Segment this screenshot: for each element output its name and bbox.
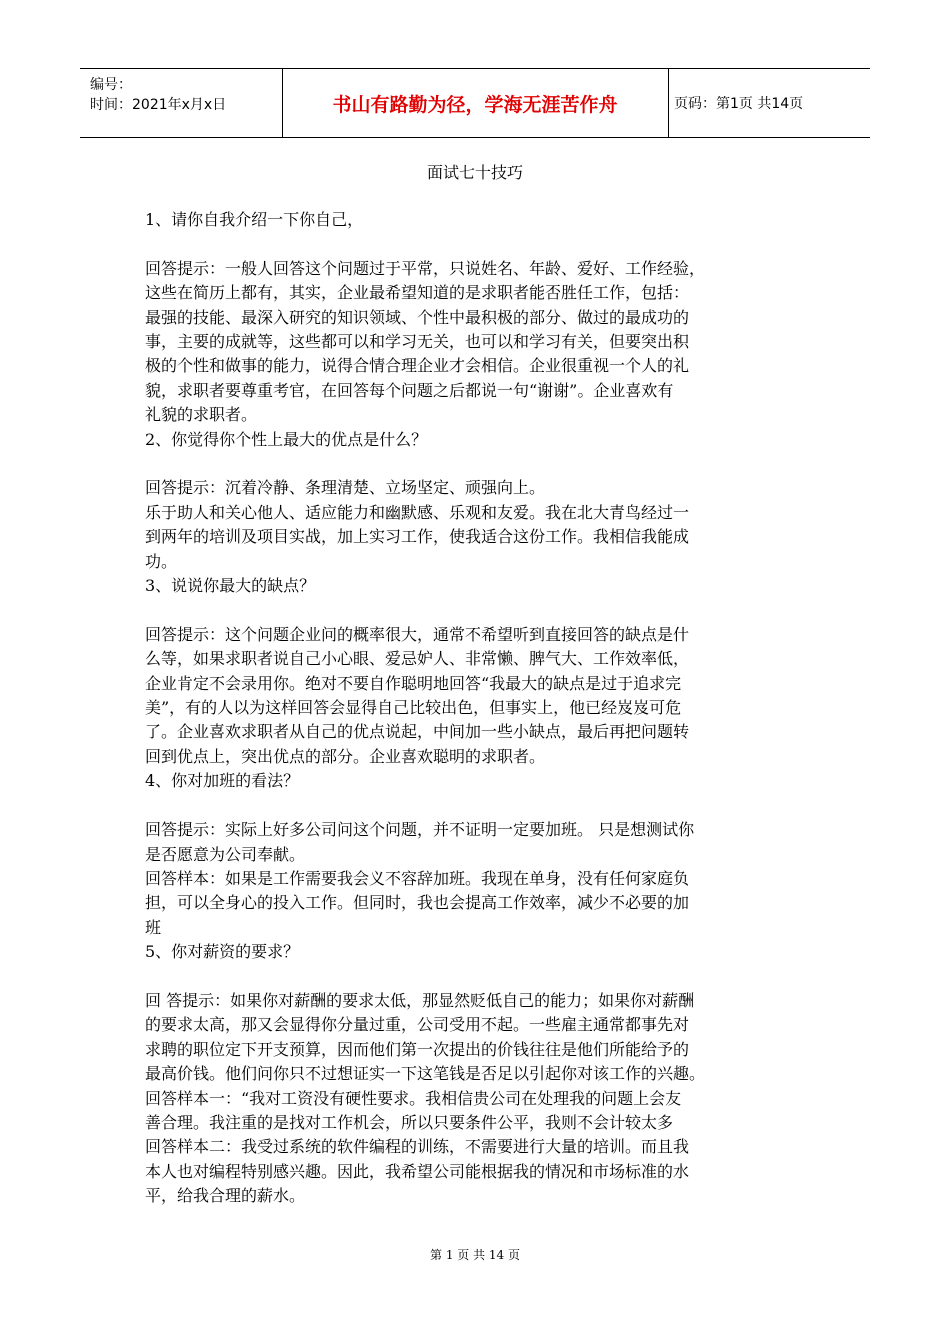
text-line: 回答提示：实际上好多公司问这个问题，并不证明一定要加班。 只是想测试你: [145, 820, 695, 840]
text-line: 事，主要的成就等，这些都可以和学习无关，也可以和学习有关，但要突出积: [145, 332, 690, 352]
text-line: 2、你觉得你个性上最大的优点是什么？: [145, 429, 428, 449]
text-line: 礼貌的求职者。: [145, 405, 258, 425]
page-footer: 第 1 页 共 14 页: [430, 1248, 520, 1262]
text-line: 1、请你自我介绍一下你自己，: [145, 210, 364, 229]
text-line: 貌，求职者要尊重考官，在回答每个问题之后都说一句“谢谢”。企业喜欢有: [145, 380, 674, 400]
text-line: 美”，有的人以为这样回答会显得自己比较出色，但事实上，他已经岌岌可危: [145, 698, 682, 718]
text-line: 了。企业喜欢求职者从自己的优点说起，中间加一些小缺点，最后再把问题转: [145, 722, 690, 742]
page-header: [80, 68, 870, 138]
text-line: 5、你对薪资的要求？: [145, 942, 300, 962]
text-line: 回答样本：如果是工作需要我会义不容辞加班。我现在单身，没有任何家庭负: [145, 868, 690, 888]
text-line: 担，可以全身心的投入工作。但同时，我也会提高工作效率，减少不必要的加: [145, 893, 690, 913]
text-line: 班: [145, 917, 162, 937]
header-page-number: 页码：第1页 共14页: [674, 96, 804, 112]
text-line: 3、说说你最大的缺点？: [145, 576, 316, 596]
document-body: [145, 208, 810, 1209]
text-line: 回到优点上，突出优点的部分。企业喜欢聪明的求职者。: [145, 746, 546, 766]
document-code-label: 编号：: [90, 77, 132, 93]
document-title: 面试七十技巧: [426, 163, 523, 182]
text-line: 乐于助人和关心他人、适应能力和幽默感、乐观和友爱。我在北大青鸟经过一: [145, 502, 690, 522]
text-line: 回答提示：一般人回答这个问题过于平常，只说姓名、年龄、爱好、工作经验，: [145, 258, 706, 278]
header-divider: [668, 69, 669, 137]
blank-line: [145, 598, 810, 622]
text-line: 最高价钱。他们问你只不过想证实一下这笔钱是否足以引起你对该工作的兴趣。: [145, 1064, 706, 1084]
document-time-label: 时间：2021年x月x日: [90, 97, 227, 113]
text-line: 4、你对加班的看法？: [145, 771, 300, 791]
text-line: 回答样本二：我受过系统的软件编程的训练，不需要进行大量的培训。而且我: [145, 1137, 690, 1157]
text-line: 善合理。我注重的是找对工作机会，所以只要条件公平，我则不会计较太多: [145, 1112, 674, 1132]
text-line: 是否愿意为公司奉献。: [145, 844, 306, 864]
text-line: 本人也对编程特别感兴趣。因此，我希望公司能根据我的情况和市场标准的水: [145, 1161, 690, 1181]
text-line: 么等，如果求职者说自己小心眼、爱忌妒人、非常懒、脾气大、工作效率低，: [145, 649, 690, 669]
text-line: 极的个性和做事的能力，说得合情合理企业才会相信。企业很重视一个人的礼: [145, 356, 690, 376]
text-line: 最强的技能、最深入研究的知识领域、个性中最积极的部分、做过的最成功的: [145, 307, 690, 327]
text-line: 到两年的培训及项目实战，加上实习工作，使我适合这份工作。我相信我能成: [145, 527, 690, 547]
text-line: 企业肯定不会录用你。绝对不要自作聪明地回答“我最大的缺点是过于追求完: [145, 673, 682, 693]
text-line: 求聘的职位定下开支预算，因而他们第一次提出的价钱往往是他们所能给予的: [145, 1039, 690, 1059]
blank-line: [145, 794, 810, 818]
text-line: 回答样本一：“我对工资没有硬性要求。我相信贵公司在处理我的问题上会友: [145, 1088, 682, 1108]
blank-line: [145, 452, 810, 476]
text-line: 功。: [145, 551, 178, 571]
blank-line: [145, 232, 810, 256]
text-line: 的要求太高，那又会显得你分量过重，公司受用不起。一些雇主通常都事先对: [145, 1015, 690, 1035]
header-divider: [282, 69, 283, 137]
header-motto: 书山有路勤为径，学海无涯苦作舟: [332, 93, 618, 116]
text-line: 平，给我合理的薪水。: [145, 1186, 306, 1206]
text-line: 回答提示：沉着冷静、条理清楚、立场坚定、顽强向上。: [145, 478, 546, 498]
blank-line: [145, 965, 810, 989]
text-line: 回 答提示：如果你对薪酬的要求太低，那显然贬低自己的能力；如果你对薪酬: [145, 990, 695, 1010]
header-meta: [90, 75, 226, 115]
text-line: 这些在简历上都有，其实，企业最希望知道的是求职者能否胜任工作，包括：: [145, 283, 690, 303]
text-line: 回答提示：这个问题企业问的概率很大，通常不希望听到直接回答的缺点是什: [145, 624, 690, 644]
